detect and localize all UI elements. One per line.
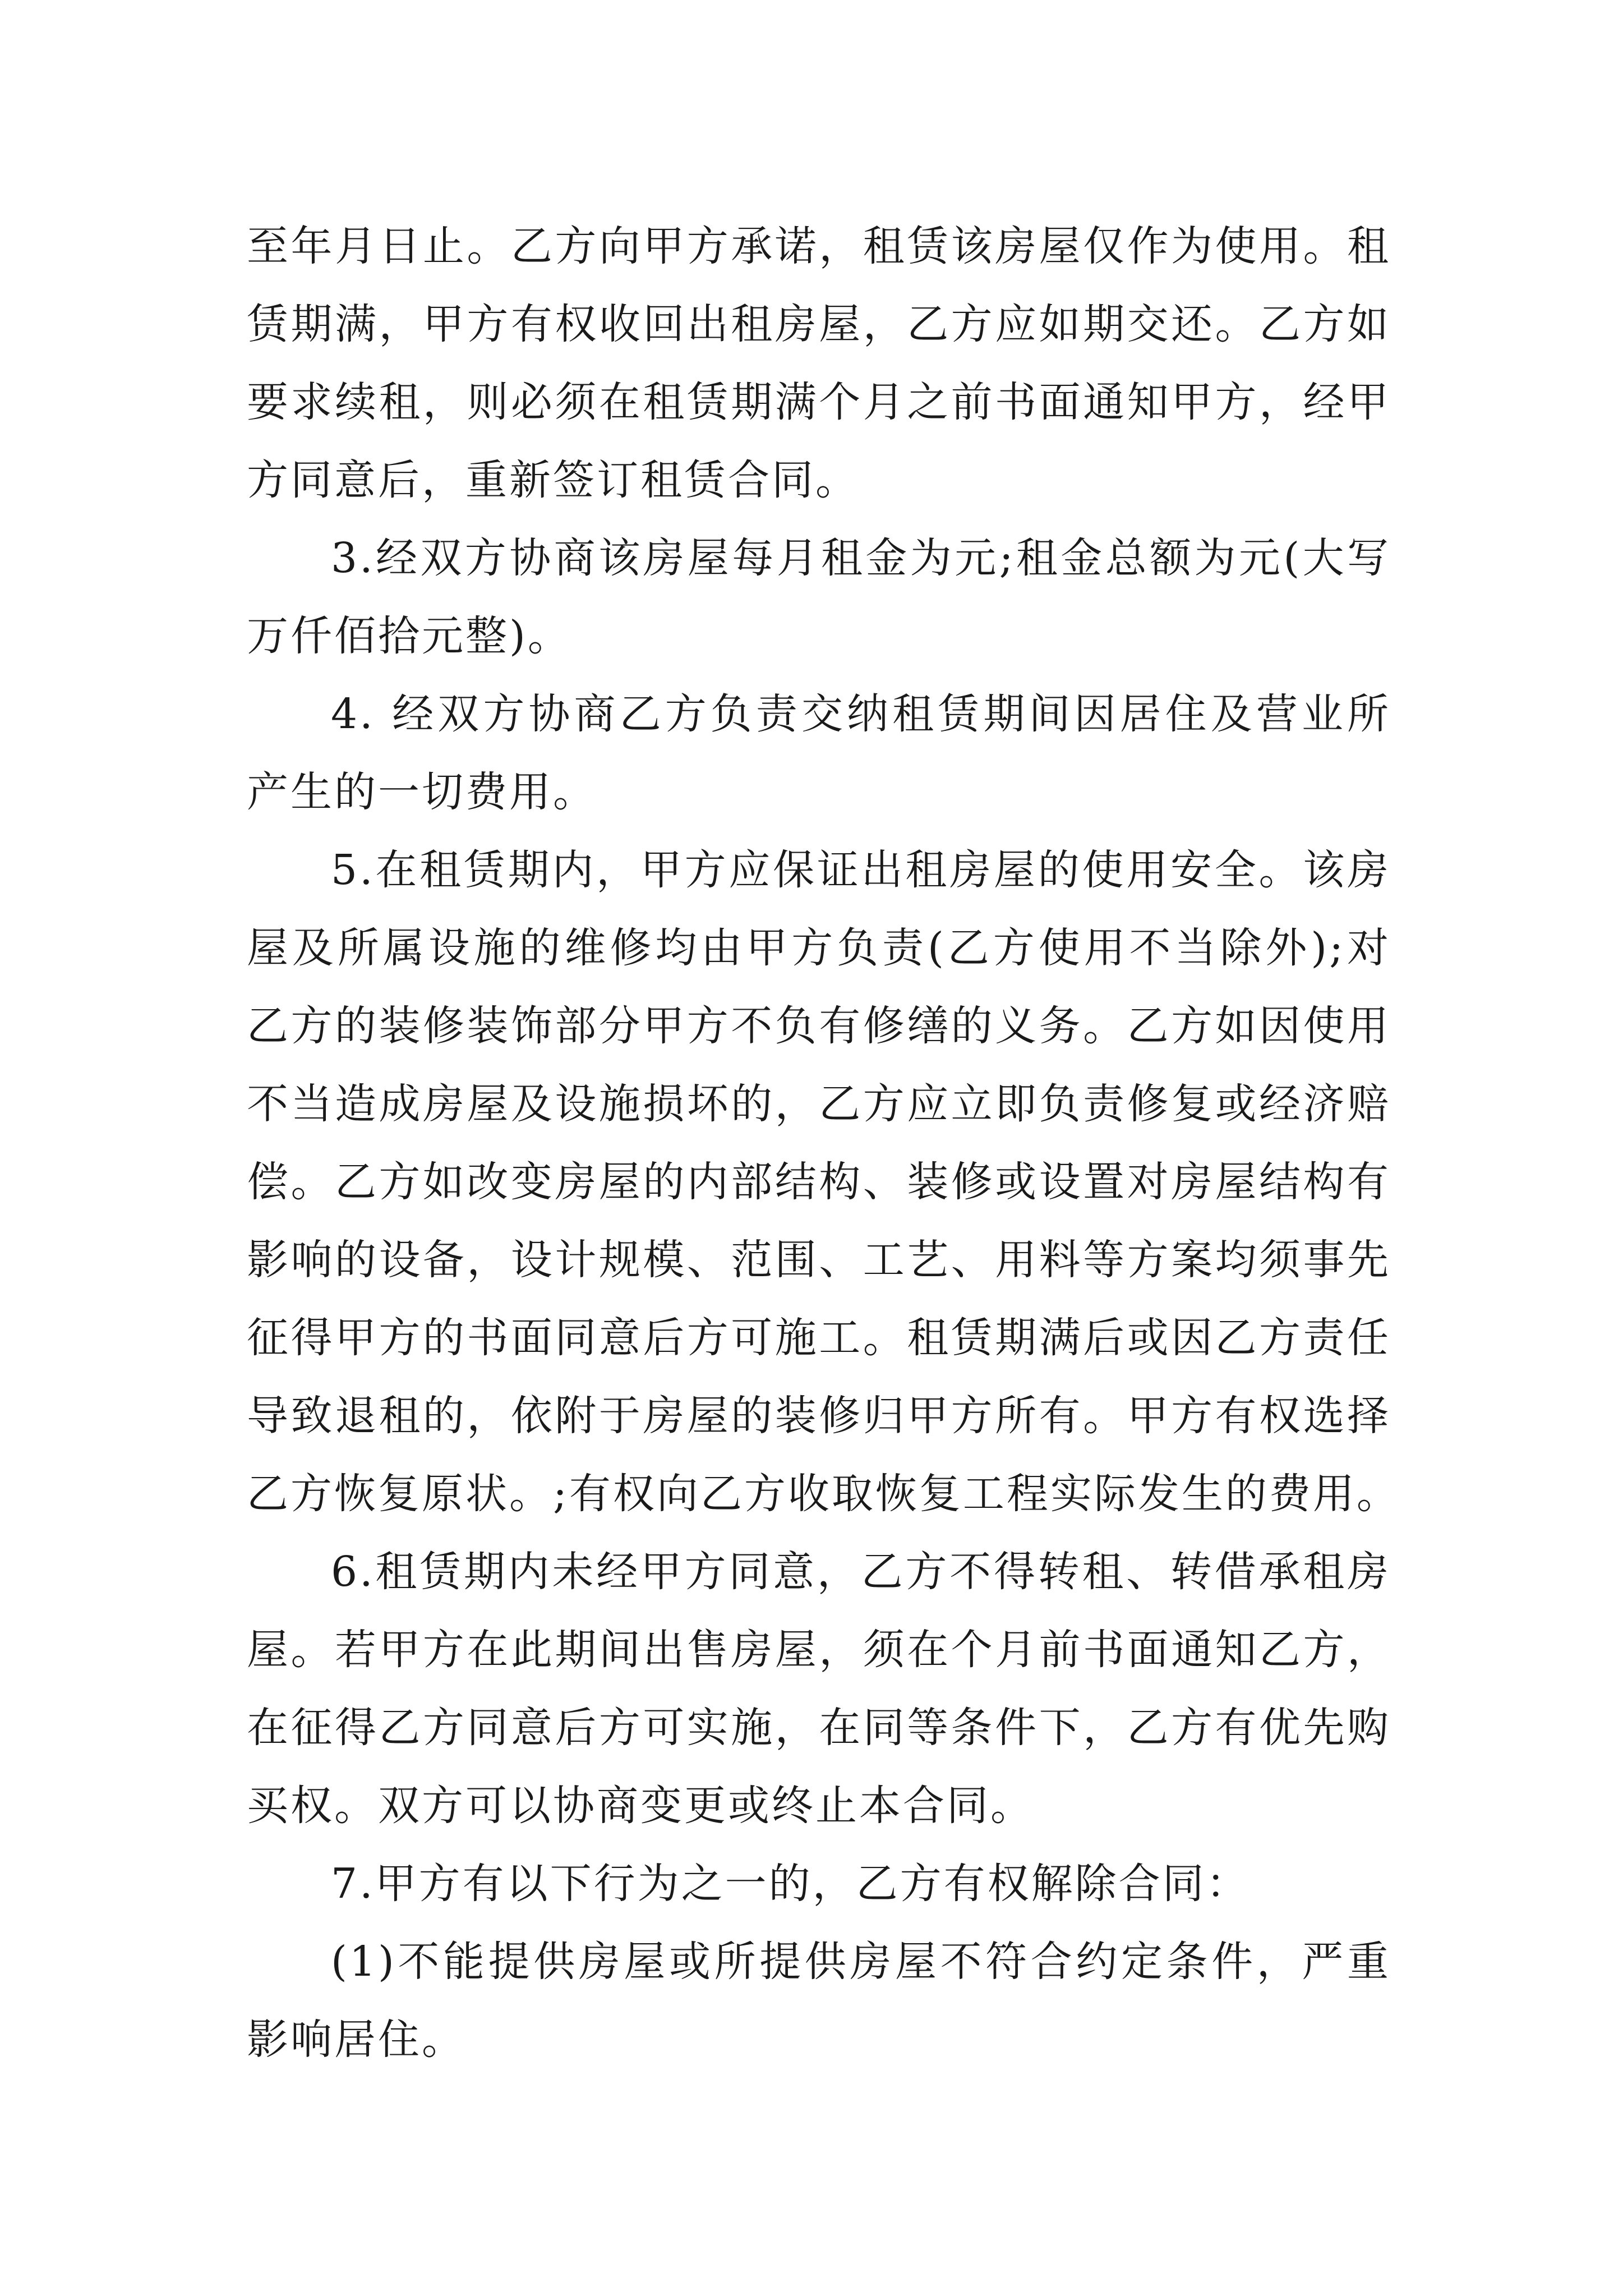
text-line: 在征得乙方同意后方可实施，在同等条件下，乙方有优先购 bbox=[247, 1704, 1391, 1752]
paragraph-clause-6 bbox=[247, 1533, 1391, 1845]
text-line: 4. 经双方协商乙方负责交纳租赁期间因居住及营业所 bbox=[331, 690, 1391, 738]
text-line: 万仟佰拾元整)。 bbox=[247, 612, 571, 660]
text-line: 方同意后，重新签订租赁合同。 bbox=[247, 456, 859, 504]
text-line: 不当造成房屋及设施损坏的，乙方应立即负责修复或经济赔 bbox=[247, 1080, 1391, 1128]
text-line: 屋及所属设施的维修均由甲方负责(乙方使用不当除外);对 bbox=[247, 924, 1391, 972]
text-line: 7.甲方有以下行为之一的，乙方有权解除合同： bbox=[331, 1860, 1250, 1908]
paragraph-clause-5 bbox=[247, 831, 1400, 1533]
text-line: 产生的一切费用。 bbox=[247, 768, 597, 816]
text-line: 要求续租，则必须在租赁期满个月之前书面通知甲方，经甲 bbox=[247, 378, 1391, 426]
text-line: 买权。双方可以协商变更或终止本合同。 bbox=[247, 1782, 1034, 1830]
contract-body bbox=[247, 208, 1400, 2079]
text-line: 屋。若甲方在此期间出售房屋，须在个月前书面通知乙方， bbox=[247, 1626, 1391, 1674]
paragraph-clause-7 bbox=[247, 1845, 1391, 1923]
text-line: 6.租赁期内未经甲方同意，乙方不得转租、转借承租房 bbox=[331, 1548, 1391, 1596]
text-line: 3.经双方协商该房屋每月租金为元;租金总额为元(大写 bbox=[331, 534, 1391, 582]
paragraph-clause-3 bbox=[247, 519, 1391, 675]
text-line: 征得甲方的书面同意后方可施工。租赁期满后或因乙方责任 bbox=[247, 1314, 1391, 1362]
text-line: 赁期满，甲方有权收回出租房屋，乙方应如期交还。乙方如 bbox=[247, 300, 1391, 348]
text-line: 偿。乙方如改变房屋的内部结构、装修或设置对房屋结构有 bbox=[247, 1158, 1391, 1206]
paragraph-continuation bbox=[247, 208, 1391, 519]
text-line: (1)不能提供房屋或所提供房屋不符合约定条件，严重 bbox=[331, 1938, 1391, 1986]
text-line: 影响居住。 bbox=[247, 2016, 465, 2064]
text-line: 乙方的装修装饰部分甲方不负有修缮的义务。乙方如因使用 bbox=[247, 1002, 1391, 1050]
paragraph-clause-7-1 bbox=[247, 1923, 1391, 2079]
text-line: 影响的设备，设计规模、范围、工艺、用料等方案均须事先 bbox=[247, 1236, 1391, 1284]
text-line: 至年月日止。乙方向甲方承诺，租赁该房屋仅作为使用。租 bbox=[247, 222, 1391, 270]
text-line: 乙方恢复原状。;有权向乙方收取恢复工程实际发生的费用。 bbox=[247, 1470, 1400, 1518]
paragraph-clause-4 bbox=[247, 675, 1391, 831]
text-line: 5.在租赁期内，甲方应保证出租房屋的使用安全。该房 bbox=[331, 846, 1391, 894]
text-line: 导致退租的，依附于房屋的装修归甲方所有。甲方有权选择 bbox=[247, 1392, 1391, 1440]
